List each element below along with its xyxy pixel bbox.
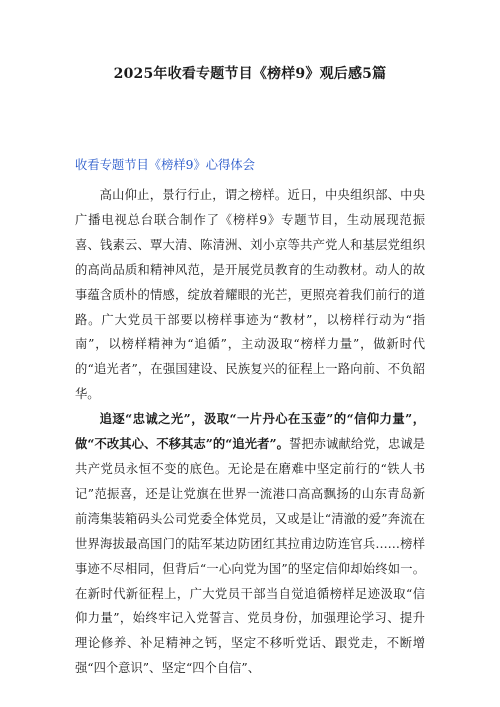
- document-title: 2025年收看专题节目《榜样9》观后感5篇: [113, 66, 387, 82]
- paragraph-intro: 高山仰止，景行行止，谓之榜样。近日，中央组织部、中央广播电视总台联合制作了《榜样9》专题节目，生动展现范振喜、钱素云、覃大清、陈清洲、刘小京等共产党人和基层党组织的高尚品质和精神风范，是开展党员教育的生动教材。动人的故事蕴含质朴的情感，绽放着耀眼的光芒，更照亮着我们前行的道路。广大党员干部要以榜样事迹为“教材”，以榜样行动为“指南”，以榜样精神为“追循”，主动汲取“榜样力量”，做新时代的“追光者”，在强国建设、民族复兴的征程上一路向前、不负韶华。: [75, 188, 425, 402]
- paragraph-loyalty: [75, 407, 425, 681]
- section-heading: 收看专题节目《榜样9》心得体会: [75, 158, 255, 172]
- paragraph-loyalty-heading: 追逐“忠诚之光”，汲取“一片丹心在玉壶”的“信仰力量”，做“不改其心、不移其志”的“追光者”。: [75, 411, 425, 452]
- paragraph-loyalty-body: 誓把赤诚献给党，忠诚是共产党员永恒不变的底色。无论是在磨难中坚定前行的“铁人书记”范振喜，还是让党旗在世界一流港口高高飘扬的山东青岛新前湾集装箱码头公司党委全体党员，又或是让“清澈的爱”奔流在世界海拔最高国门的陆军某边防团红其拉甫边防连官兵……榜样事迹不尽相同，但背后“一心向党为国”的坚定信仰却始终如一。在新时代新征程上，广大党员干部当自觉追循榜样足迹汲取“信仰力量”，始终牢记入党誓言、党员身份，加强理论学习、提升理论修养、补足精神之钙，坚定不移听党话、跟党走，不断增强“四个意识”、坚定“四个自信”、: [75, 437, 425, 676]
